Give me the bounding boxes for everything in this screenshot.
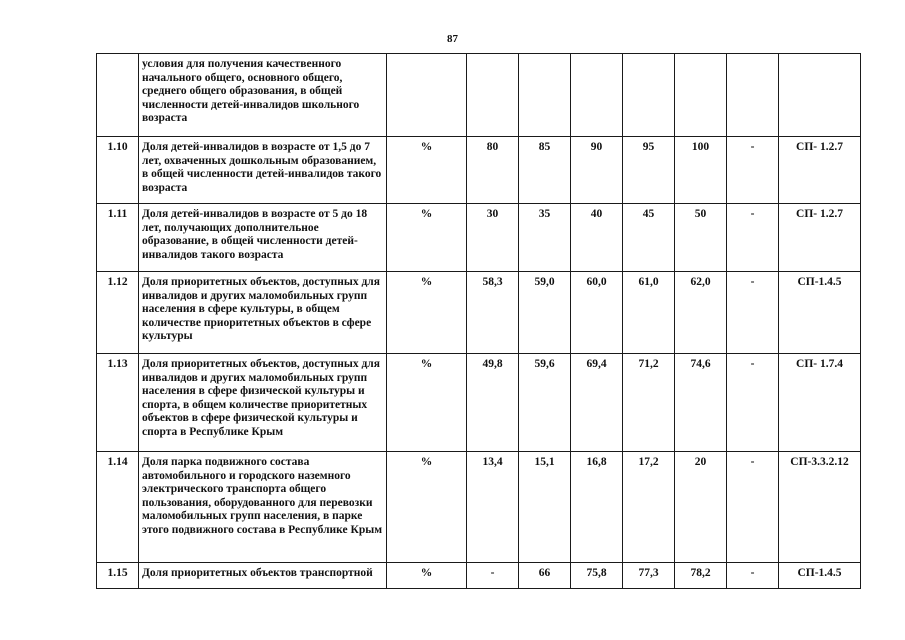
- page-number: 87: [447, 33, 458, 45]
- value-cell: 80: [467, 137, 519, 204]
- unit-cell: %: [387, 354, 467, 452]
- value-cell: 78,2: [675, 563, 727, 589]
- value-cell: 100: [675, 137, 727, 204]
- value-cell: -: [727, 137, 779, 204]
- value-cell: 71,2: [623, 354, 675, 452]
- value-cell: 90: [571, 137, 623, 204]
- table-row: [97, 563, 861, 589]
- row-number: 1.12: [97, 272, 139, 354]
- unit-cell: %: [387, 137, 467, 204]
- unit-cell: %: [387, 204, 467, 272]
- value-cell: 75,8: [571, 563, 623, 589]
- value-cell: 17,2: [623, 452, 675, 563]
- table-row: [97, 272, 861, 354]
- value-cell: 15,1: [519, 452, 571, 563]
- reference-cell: [779, 54, 861, 137]
- value-cell: -: [727, 272, 779, 354]
- value-cell: 35: [519, 204, 571, 272]
- indicators-table: [96, 53, 861, 589]
- unit-cell: %: [387, 452, 467, 563]
- indicator-name: Доля парка подвижного состава автомобильного и городского наземного электрического транспорта общего пользования, оборудованного для перевозки маломобильных групп населения, в парке этого подвижного состава в Республике Крым: [139, 452, 387, 563]
- value-cell: -: [727, 204, 779, 272]
- value-cell: 20: [675, 452, 727, 563]
- value-cell: [727, 54, 779, 137]
- indicator-name: Доля детей-инвалидов в возрасте от 1,5 до 7 лет, охваченных дошкольным образованием, в общей численности детей-инвалидов такого возраста: [139, 137, 387, 204]
- value-cell: [571, 54, 623, 137]
- row-number: 1.10: [97, 137, 139, 204]
- row-number: 1.14: [97, 452, 139, 563]
- value-cell: [623, 54, 675, 137]
- value-cell: 58,3: [467, 272, 519, 354]
- value-cell: 62,0: [675, 272, 727, 354]
- row-number: 1.11: [97, 204, 139, 272]
- value-cell: 59,6: [519, 354, 571, 452]
- value-cell: 49,8: [467, 354, 519, 452]
- table-row: [97, 354, 861, 452]
- indicator-name: Доля приоритетных объектов, доступных для инвалидов и других маломобильных групп населения в сфере физической культуры и спорта, в общем количестве приоритетных объектов в сфере физической культуры и спорта в Республике Крым: [139, 354, 387, 452]
- value-cell: 95: [623, 137, 675, 204]
- table-row: [97, 452, 861, 563]
- indicator-name: условия для получения качественного начального общего, основного общего, среднего общего образования, в общей численности детей-инвалидов школьного возраста: [139, 54, 387, 137]
- reference-cell: СП-1.4.5: [779, 563, 861, 589]
- value-cell: -: [467, 563, 519, 589]
- value-cell: 13,4: [467, 452, 519, 563]
- value-cell: 69,4: [571, 354, 623, 452]
- value-cell: [467, 54, 519, 137]
- indicator-name: Доля приоритетных объектов, доступных для инвалидов и других маломобильных групп населения в сфере культуры, в общем количестве приоритетных объектов в сфере культуры: [139, 272, 387, 354]
- unit-cell: %: [387, 272, 467, 354]
- reference-cell: СП-1.4.5: [779, 272, 861, 354]
- value-cell: 16,8: [571, 452, 623, 563]
- table-row: [97, 54, 861, 137]
- reference-cell: СП- 1.2.7: [779, 204, 861, 272]
- reference-cell: СП-3.3.2.12: [779, 452, 861, 563]
- indicator-name: Доля приоритетных объектов транспортной: [139, 563, 387, 589]
- value-cell: 85: [519, 137, 571, 204]
- value-cell: 66: [519, 563, 571, 589]
- value-cell: 77,3: [623, 563, 675, 589]
- value-cell: 50: [675, 204, 727, 272]
- value-cell: 40: [571, 204, 623, 272]
- row-number: 1.15: [97, 563, 139, 589]
- row-number: [97, 54, 139, 137]
- table-row: [97, 204, 861, 272]
- unit-cell: [387, 54, 467, 137]
- value-cell: [519, 54, 571, 137]
- value-cell: 61,0: [623, 272, 675, 354]
- value-cell: -: [727, 354, 779, 452]
- value-cell: [675, 54, 727, 137]
- indicator-name: Доля детей-инвалидов в возрасте от 5 до 18 лет, получающих дополнительное образование, в общей численности детей-инвалидов такого возраста: [139, 204, 387, 272]
- unit-cell: %: [387, 563, 467, 589]
- value-cell: -: [727, 452, 779, 563]
- value-cell: 45: [623, 204, 675, 272]
- value-cell: -: [727, 563, 779, 589]
- reference-cell: СП- 1.7.4: [779, 354, 861, 452]
- value-cell: 59,0: [519, 272, 571, 354]
- row-number: 1.13: [97, 354, 139, 452]
- value-cell: 60,0: [571, 272, 623, 354]
- value-cell: 30: [467, 204, 519, 272]
- table-row: [97, 137, 861, 204]
- value-cell: 74,6: [675, 354, 727, 452]
- reference-cell: СП- 1.2.7: [779, 137, 861, 204]
